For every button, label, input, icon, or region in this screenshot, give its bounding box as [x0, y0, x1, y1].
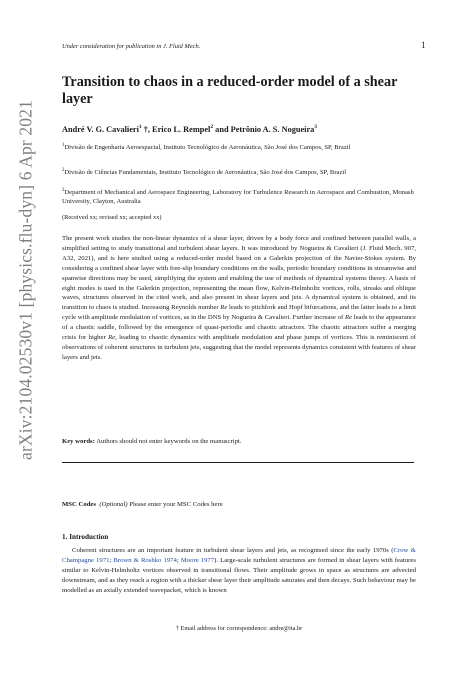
section-heading: 1. Introduction — [62, 533, 109, 541]
reynolds-symbol: Re — [220, 304, 228, 312]
author-name: André V. G. Cavalieri — [62, 124, 139, 134]
affiliation-1 — [62, 141, 418, 152]
affiliation-number: 3 — [62, 188, 65, 193]
intro-text: ; — [109, 556, 114, 564]
paper-title: Transition to chaos in a reduced-order model of a shear layer — [62, 74, 398, 107]
citation-link[interactable]: Moore 1977 — [180, 556, 215, 564]
affiliation-marker: 2 — [210, 124, 214, 130]
introduction-body — [62, 546, 416, 596]
affiliation-text: Divisão de Engenharia Aeroespacial, Instituto Tecnológico de Aeronáutica, São José dos Campos, SP, Brazil — [64, 144, 351, 152]
arxiv-identifier: arXiv:2104.02530v1 [physics.flu-dyn] 6 Apr 2021 — [15, 100, 36, 460]
received-dates: (Received xx; revised xx; accepted xx) — [62, 214, 162, 221]
author-name: Petrônio A. S. Nogueira — [230, 124, 315, 134]
introduction-paragraph — [62, 546, 416, 596]
intro-text: Coherent structures are an important feature in turbulent shear layers and jets, as recognised since the early 1970s ( — [72, 547, 394, 554]
abstract-text: leads to the appearance of a chaotic saddle, followed by the emergence of quasi-periodic and chaotic attractors. The chaotic attractors suffer a merging crisis for higher — [62, 314, 416, 342]
keywords-text: Authors should not enter keywords on the manuscript. — [94, 438, 242, 445]
citation-link[interactable]: Crow & Champagne 1971 — [62, 547, 417, 564]
intro-text: ; — [176, 556, 181, 564]
msc-optional: (Optional) — [99, 501, 128, 508]
abstract-text: The present work studies the non-linear dynamics of a shear layer, driven by a body force and confined between parallel walls, a simplified setting to study transitional and turbulent shear layers. It was introduced by Nogueira & Cavalieri (J. Fluid Mech. 907, A32, 2021), and is here studied using a reduced-order model based on a Galerkin projection of the Navier-Stokes system. By considering a confined shear layer with free-slip boundary conditions on the walls, periodic boundary conditions in streamwise and spanwise directions may be used, simplifying the system and enabling the use of methods of dynamical systems theory. A basis of eight modes is used in the Galerkin projection, representing the mean flow, Kelvin-Helmholtz vortices, rolls, streaks and oblique waves, structures observed in the cited work, and also present in shear layers and jets. A dynamical system is obtained, and its transition to chaos is studied. Increasing Reynolds number — [62, 235, 416, 312]
affiliation-3 — [62, 186, 418, 206]
affiliation-text: Divisão de Ciências Fundamentais, Instituto Tecnológico de Aeronáutica, São José dos Campos, SP, Brazil — [64, 169, 347, 177]
corresponding-author-mark: † — [141, 124, 148, 134]
msc-label: MSC Codes — [62, 501, 96, 508]
affiliation-number: 2 — [62, 168, 65, 173]
author-name: Erico L. Rempel — [152, 124, 211, 134]
footnote-email: † Email address for correspondence: andre@ita.br — [175, 625, 303, 632]
arxiv-side-label — [14, 70, 38, 490]
page-number: 1 — [421, 40, 426, 50]
affiliation-number: 1 — [62, 143, 65, 148]
author-separator: , — [147, 124, 153, 134]
affiliation-marker: 1 — [138, 124, 142, 130]
msc-codes — [62, 501, 223, 508]
reynolds-symbol: Re — [344, 314, 353, 322]
divider-rule — [62, 462, 414, 463]
abstract-text: , leading to chaotic dynamics with amplitude modulation and phase jumps of vortices. This is reminiscent of observations of coherent structures in turbulent jets, suggesting that the model represents dynamics consistent with features of shear layers and jets. — [62, 334, 417, 361]
abstract — [62, 234, 416, 363]
affiliation-2 — [62, 166, 418, 177]
citation-link[interactable]: Brown & Roshko 1974 — [113, 556, 177, 564]
keywords-label: Key words: — [62, 438, 95, 445]
reynolds-symbol: Re — [108, 334, 116, 342]
intro-text: ). Large-scale turbulent structures are formed in shear layers with features similar to Kelvin-Helmholtz vortices observed in transitional flows. Their amplitude grows in space as structures are advected downstream, and as they reach a region with a thicker shear layer their amplitude saturates and then decays. Such behaviour may be modelled as an axially extended wavepacket, which is known — [62, 556, 416, 594]
journal-header-note: Under consideration for publication in J. Fluid Mech. — [62, 43, 201, 50]
author-separator: and — [213, 124, 231, 134]
keywords — [62, 438, 241, 445]
abstract-text: leads to pitchfork and Hopf bifurcations, and the latter leads to a limit cycle with amplitude modulation of vortices, as in the DNS by Nogueira & Cavalieri. Further increase of — [62, 304, 417, 322]
affiliation-marker: 3 — [314, 124, 318, 130]
affiliation-text: Department of Mechanical and Aerospace Engineering, Laboratory for Turbulence Research in Aerospace and Combustion, Monash University, Clayton, Australia — [62, 189, 414, 206]
msc-text: Please enter your MSC Codes here — [127, 501, 223, 508]
author-list — [62, 124, 317, 134]
